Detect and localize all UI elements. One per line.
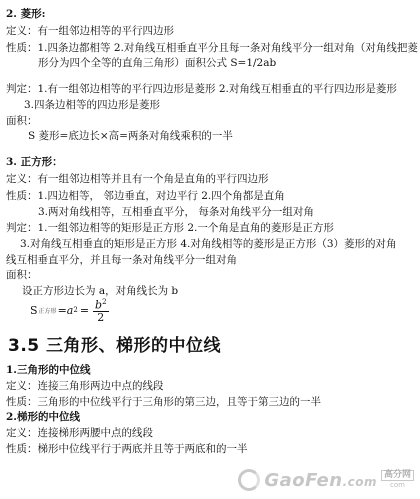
formula-lhs-exponent: 2 (73, 306, 78, 314)
triangle-midline-heading: 1.三角形的中位线 (6, 364, 91, 376)
rhombus-property-1-cont: 形分为四个全等的直角三角形）面积公式 S=1/2ab (38, 57, 277, 69)
triangle-midline-property: 性质：三角形的中位线平行于三角形的第三边，且等于第三边的一半 (6, 396, 321, 408)
rhombus-area-note: S 菱形=底边长×高=两条对角线乘积的一半 (28, 130, 233, 142)
rhombus-heading: 2. 菱形: (6, 8, 46, 20)
formula-lhs: =a (57, 303, 74, 317)
square-property-2: 3.两对角线相等，互相垂直平分， 每条对角线平分一组对角 (38, 206, 314, 218)
square-area-formula (30, 296, 109, 324)
square-definition: 定义：有一组邻边相等并且有一个角是直角的平行四边形 (6, 173, 269, 185)
trapezoid-midline-heading: 2.梯形的中位线 (6, 411, 80, 423)
watermark-logo-icon (238, 469, 260, 491)
rhombus-property-1: 性质：1.四条边都相等 2.对角线互相垂直平分且每一条对角线平分一组对角（对角线把菱 (6, 42, 418, 54)
square-judgement-3: 线互相垂直平分，并且每一条对角线平分一组对角 (6, 254, 237, 266)
rhombus-judgement-1: 判定：1.有一组邻边相等的平行四边形是菱形 2.对角线互相垂直的平行四边形是菱形 (6, 83, 397, 95)
rhombus-judgement-2: 3.四条边相等的四边形是菱形 (24, 99, 161, 111)
formula-fraction (93, 296, 109, 325)
formula-equals: = (79, 303, 90, 317)
square-property-1: 性质：1.四边相等， 邻边垂直，对边平行 2.四个角都是直角 (6, 190, 285, 202)
watermark-badge: 高分网 com (381, 470, 414, 490)
rhombus-definition: 定义：有一组邻边相等的平行四边形 (6, 25, 174, 37)
trapezoid-midline-definition: 定义：连接梯形两腰中点的线段 (6, 427, 153, 439)
formula-subscript: 正方形 (38, 307, 57, 315)
midline-section-title: 3.5 三角形、梯形的中位线 (8, 336, 222, 356)
square-heading: 3. 正方形： (6, 156, 63, 168)
triangle-midline-definition: 定义：连接三角形两边中点的线段 (6, 380, 164, 392)
square-judgement-2: 3.对角线互相垂直的矩形是正方形 4.对角线相等的菱形是正方形（3）菱形的对角 (20, 238, 397, 250)
formula-denominator: 2 (97, 311, 105, 325)
square-setup: 设正方形边长为 a，对角线长为 b (22, 285, 179, 297)
rhombus-extra-label: 面积： (6, 115, 38, 127)
formula-s: S (30, 303, 38, 317)
square-judgement-1: 判定：1.一组邻边相等的矩形是正方形 2.一个角是直角的菱形是正方形 (6, 222, 334, 234)
formula-numerator: $b^2$ (95, 297, 107, 312)
watermark-brand: GaoFen.com (264, 469, 377, 491)
square-extra-label: 面积： (6, 269, 38, 281)
trapezoid-midline-property: 性质：梯形中位线平行于两底并且等于两底和的一半 (6, 443, 248, 455)
site-watermark (238, 465, 414, 495)
